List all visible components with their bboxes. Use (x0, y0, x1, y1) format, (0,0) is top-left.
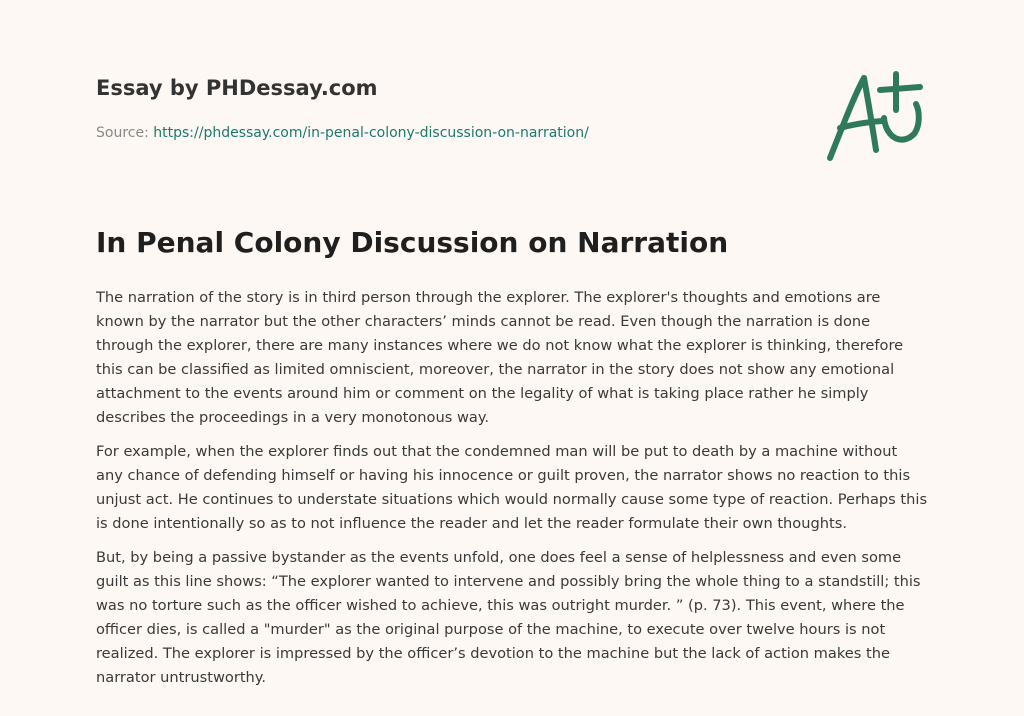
essay-body (96, 286, 928, 700)
site-brand: Essay by PHDessay.com (96, 76, 378, 100)
source-line (96, 125, 589, 141)
a-plus-grade-icon (820, 66, 930, 166)
source-link[interactable]: https://phdessay.com/in-penal-colony-discussion-on-narration/ (153, 125, 589, 141)
essay-title: In Penal Colony Discussion on Narration (96, 226, 729, 259)
essay-paragraph: But, by being a passive bystander as the events unfold, one does feel a sense of helplessness and even some guilt as this line shows: “The explorer wanted to intervene and possibly bring the whole thing to a standstill; this was no torture such as the officer wished to achieve, this was outright murder. ” (p. 73). This event, where the officer dies, is called a "murder" as the original purpose of the machine, to execute over twelve hours is not realized. The explorer is impressed by the officer’s devotion to the machine but the lack of action makes the narrator untrustworthy. (96, 549, 921, 686)
essay-paragraph: The narration of the story is in third person through the explorer. The explorer's thoughts and emotions are known by the narrator but the other characters’ minds cannot be read. Even though the narration is done through the explorer, there are many instances where we do not know what the explorer is thinking, therefore this can be classified as limited omniscient, moreover, the narrator in the story does not show any emotional attachment to the events around him or comment on the legality of what is taking place rather he simply describes the proceedings in a very monotonous way. (96, 289, 904, 426)
essay-paragraph: For example, when the explorer finds out that the condemned man will be put to death by a machine without any chance of defending himself or having his innocence or guilt proven, the narrator shows no reaction to this unjust act. He continues to understate situations which would normally cause some type of reaction. Perhaps this is done intentionally so as to not influence the reader and let the reader formulate their own thoughts. (96, 443, 928, 532)
source-label: Source: (96, 125, 154, 141)
